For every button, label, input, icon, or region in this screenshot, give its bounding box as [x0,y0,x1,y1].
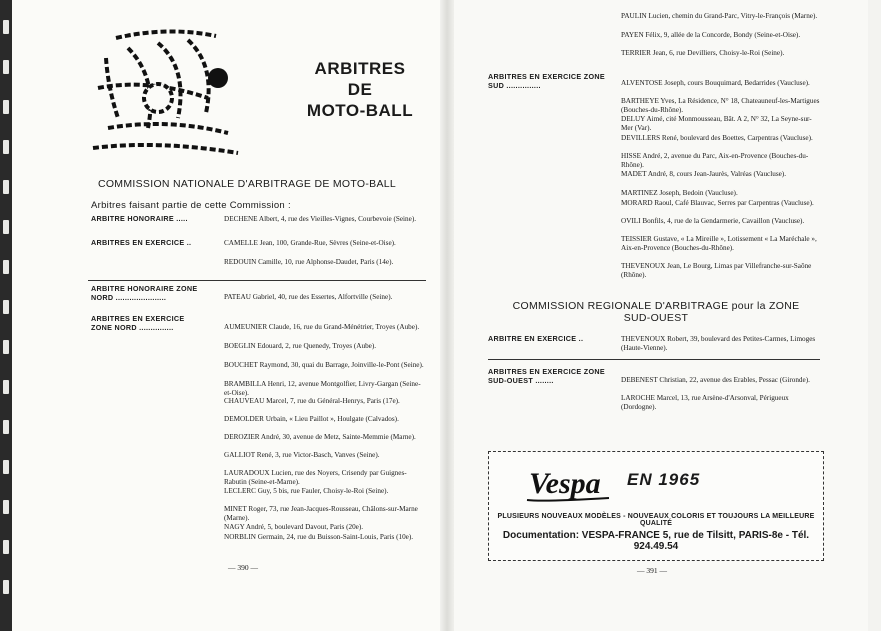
list-item: LAROCHE Marcel, 13, rue Arsène-d'Arsonval, Périgueux (Dordogne). [621,394,789,411]
list-item: OVILI Bonfils, 4, rue de la Gendarmerie, Cavaillon (Vaucluse). [621,217,805,225]
list-item: PAYEN Félix, 9, allée de la Concorde, Bondy (Seine-et-Oise). [621,31,801,39]
list-item: GALLIOT René, 3, rue Victor-Basch, Vanves (Seine). [224,451,380,459]
list-item: MADET André, 8, cours Jean-Jaurès, Valréas (Vaucluse). [621,170,786,178]
list-item: AUMEUNIER Claude, 16, rue du Grand-Ménétrier, Troyes (Aube). [224,323,420,331]
list-item: PATEAU Gabriel, 40, rue des Essertes, Alfortville (Seine). [224,293,393,301]
list-item: PAULIN Lucien, chemin du Grand-Parc, Vitry-le-François (Marne). [621,12,818,20]
list-item: DEVILLERS René, boulevard des Boettes, Carpentras (Vaucluse). [621,134,813,142]
list-item: LAURADOUX Lucien, rue des Noyers, Crisendy par Guignes-Rabutin (Seine-et-Marne). [224,469,407,486]
list-item: DECHENE Albert, 4, rue des Vieilles-Vignes, Courbevoie (Seine). [224,215,417,223]
list-item: BOEGLIN Edouard, 2, rue Quenedy, Troyes (Aube). [224,342,377,350]
list-item: HISSE André, 2, avenue du Parc, Aix-en-Provence (Bouches-du-Rhône). [621,152,809,169]
list-item: TERRIER Jean, 6, rue Devilliers, Choisy-le-Roi (Seine). [621,49,785,57]
section-label: ARBITRES EN EXERCICE ZONE SUD ............... [488,72,605,90]
book-gutter [440,0,454,631]
list-item: CHAUVEAU Marcel, 7, rue du Général-Henrys, Paris (17e). [224,397,400,405]
ad-year: EN 1965 [627,470,701,489]
motoball-illustration [88,18,248,158]
list-item: DEMOLDER Urbain, « Lieu Paillot », Houlgate (Calvados). [224,415,399,423]
list-item: LECLERC Guy, 5 bis, rue Fauler, Choisy-le-Roi (Seine). [224,487,389,495]
list-item: MORARD Raoul, Café Blauvac, Serres par Carpentras (Vaucluse). [621,199,814,207]
page-number: — 390 — [228,563,258,572]
list-item: TEISSIER Gustave, « La Mireille », Lotissement « La Maréchale », Aix-en-Provence (Bouches-du-Rhône). [621,235,817,252]
section-label: ARBITRE EN EXERCICE .. [488,334,584,343]
section-label: ARBITRE HONORAIRE ..... [91,214,188,223]
list-item: DELUY Aimé, cité Monmousseau, Bât. A 2, N° 32, La Seyne-sur-Mer (Var). [621,115,812,132]
list-item: NORBLIN Germain, 24, rue du Buisson-Saint-Louis, Paris (10e). [224,533,414,541]
svg-text:Vespa: Vespa [529,467,601,500]
list-item: THEVENOUX Robert, 39, boulevard des Petites-Carmes, Limoges (Haute-Vienne). [621,335,816,352]
list-item: DEBENEST Christian, 22, avenue des Erables, Pessac (Gironde). [621,376,810,384]
ad-tagline: PLUSIEURS NOUVEAUX MODÈLES - NOUVEAUX COLORIS ET TOUJOURS LA MEILLEURE QUALITÉ [497,513,815,527]
section-label: ARBITRES EN EXERCICE ZONE SUD-OUEST ........ [488,367,605,385]
divider [88,280,426,281]
list-item: THEVENOUX Jean, Le Bourg, Limas par Villefranche-sur-Saône (Rhône). [621,262,812,279]
list-item: NAGY André, 5, boulevard Davout, Paris (20e). [224,523,364,531]
list-item: ALVENTOSE Joseph, cours Bouquimard, Bedarrides (Vaucluse). [621,79,810,87]
list-item: CAMELLE Jean, 100, Grande-Rue, Sèvres (Seine-et-Oise). [224,239,396,247]
list-item: BOUCHET Raymond, 30, quai du Barrage, Joinville-le-Pont (Seine). [224,361,424,369]
list-item: BRAMBILLA Henri, 12, avenue Montgolfier, Livry-Gargan (Seine-et-Oise). [224,380,421,397]
list-item: MINET Roger, 73, rue Jean-Jacques-Rousseau, Châlons-sur-Marne (Marne). [224,505,418,522]
list-item: REDOUIN Camille, 10, rue Alphonse-Daudet, Paris (14e). [224,258,394,266]
commission-heading: COMMISSION NATIONALE D'ARBITRAGE DE MOTO-BALL [97,178,397,190]
intro-text: Arbitres faisant partie de cette Commission : [91,200,291,211]
film-strip-edge [0,0,12,631]
list-item: BARTHEYE Yves, La Résidence, N° 18, Chateauneuf-les-Martigues (Bouches-du-Rhône). [621,97,820,114]
page-edge [868,0,881,631]
vespa-logo [523,460,613,506]
list-item: MARTINEZ Joseph, Bedoin (Vaucluse). [621,189,738,197]
page-title: ARBITRES DE MOTO-BALL [306,59,414,120]
section-label: ARBITRES EN EXERCICE ZONE NORD ............... [91,314,185,332]
vespa-advertisement [488,451,824,561]
list-item: DEROZIER André, 30, avenue de Metz, Sainte-Memmie (Marne). [224,433,416,441]
section-label: ARBITRE HONORAIRE ZONE NORD ...................... [91,284,198,302]
commission-heading-sud-ouest: COMMISSION REGIONALE D'ARBITRAGE pour la ZONE SUD-OUEST [512,300,800,324]
section-label: ARBITRES EN EXERCICE .. [91,238,192,247]
page-number: — 391 — [637,566,667,575]
ad-contact: Documentation: VESPA-FRANCE 5, rue de Tilsitt, PARIS-8e - Tél. 924.49.54 [502,530,810,552]
divider [488,359,820,360]
